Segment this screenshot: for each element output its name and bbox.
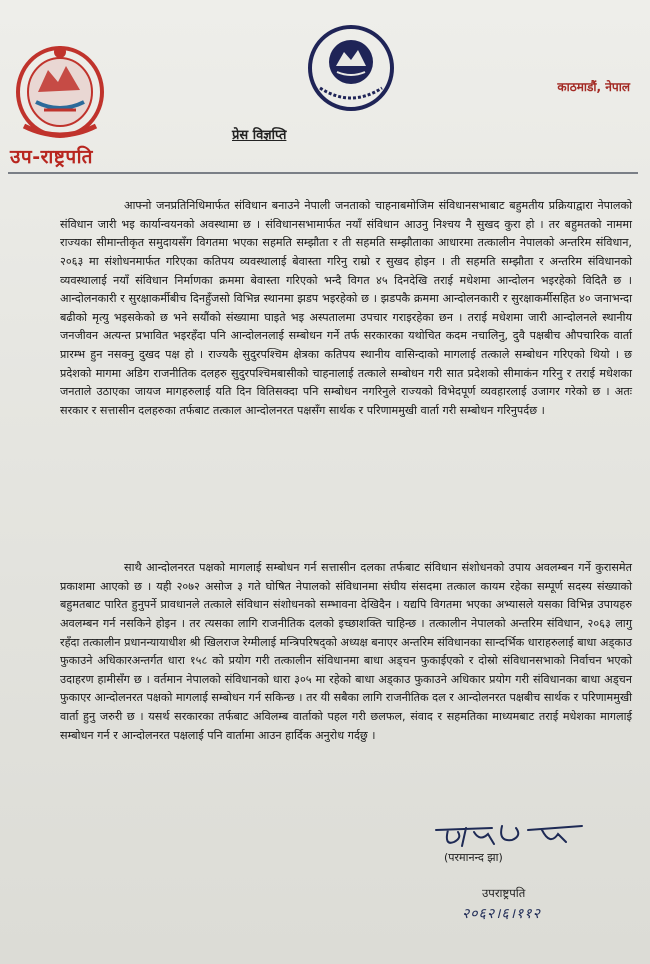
nepal-emblem-icon: [14, 40, 106, 140]
press-release-title: प्रेस विज्ञप्ति: [232, 128, 287, 143]
place-text: काठमाडौं, नेपाल: [557, 80, 630, 94]
paragraph-1: आफ्नो जनप्रतिनिधिमार्फत संविधान बनाउने नेपाली जनताको चाहनाबमोजिम संविधानसभाबाट बहुमतीय प्रक्रियाद्वारा नेपालको संविधान जारी भइ कार्यान्वयनको अवस्थामा छ । संविधानसभामार्फत नयाँ संविधान आउनु निश्चय नै सुखद कुरा हो । तर बहुमतको नाममा राज्यका सीमान्तीकृत समुदायसँग विगतमा भएका सहमति सम्झौता र ती सहमति सम्झौताका आधारमा तत्कालीन नेपालको अन्तरिम संविधान, २०६३ मा संशोधनमार्फत गरिएका कतिपय व्यवस्थालाई बेवास्ता गरिनु राम्रो र सुखद होइन । ती सहमति सम्झौता र अन्तरिम संविधानको व्यवस्थालाई नयाँ संविधान निर्माणका क्रममा बेवास्ता गरिएको भन्दै विगत ४५ दिनदेखि तराई मधेशमा आन्दोलन भइरहेको विदितै छ । आन्दोलनकारी र सुरक्षाकर्मीबीच दिनहुँजसो विभिन्न स्थानमा झडप भइरहेको छ । झडपकै क्रममा आन्दोलनकारी र सुरक्षाकर्मीसहित ४० जनाभन्दा बढीको मृत्यु भइसकेको छ भने सयौंको संख्यामा घाइते भइ अस्पतालमा उपचार गराइरहेका छन । तराई मधेशमा जारी आन्दोलनले स्थानीय जनजीवन अत्यन्त प्रभावित भइरहँदा पनि आन्दोलनलाई सम्बोधन गर्ने तर्फ सरकारका यथोचित कदम नचालिनु, दुवै पक्षबीच औपचारिक वार्ता प्रारम्भ हुन नसक्नु दुखद पक्ष हो । राज्यकै सुदुरपश्चिम क्षेत्रका कतिपय स्थानीय वासिन्दाको मागलाई तत्काले सम्बोधन गरिएको थियो । छ प्रदेशको मागमा अडिग राजनीतिक दलहरु सुदुरपश्चिमबासीको चाहनालाई तत्काले सम्बोधन गरी सात प्रदेशको सीमाकंन गरिनु र तराई मधेशका जनताले उठाएका जायज मागहरुलाई यति दिन वितिसक्दा पनि सम्बोधन नगरिनुले राज्यको विभेदपूर्ण व्यवहारलाई उजागर गरेको छ । अतः सरकार र सत्तासीन दलहरुका तर्फबाट तत्काल आन्दोलनरत पक्षसँग सार्थक र परिणाममुखी वार्ता गरी सम्बोधन गरिनुपर्दछ ।: [60, 199, 632, 417]
signatory-name: (परमानन्द झा): [444, 851, 503, 864]
signatory-title: उपराष्ट्रपति: [482, 886, 526, 900]
office-title: उप-राष्ट्रपति: [10, 146, 93, 168]
vice-president-office-seal-icon: [306, 22, 396, 114]
header-divider: [8, 172, 638, 174]
handwritten-date: २०६२।६।११२: [462, 906, 541, 922]
paragraph-2: साथै आन्दोलनरत पक्षको मागलाई सम्बोधन गर्न सत्तासीन दलका तर्फबाट संविधान संशोधनको उपाय अवलम्बन गर्ने कुरासमेत प्रकाशमा आएको छ । यही २०७२ असोज ३ गते घोषित नेपालको संविधानमा संघीय संसदमा तत्काल कायम रहेका सम्पूर्ण सदस्य संख्याको बहुमतबाट पारित हुनुपर्ने प्रावधानले तत्काले संविधान संशोधनको सम्भावना देखिदैन । यद्यपि विगतमा भएका अभ्यासले यसका विभिन्न उपायहरु अवलम्बन गर्न नसकिने होइन । तर त्यसका लागि राजनीतिक दलको इच्छाशक्ति चाहिन्छ । तत्कालीन नेपालको अन्तरिम संविधान, २०६३ लागु रहँदा तत्कालीन प्रधानन्यायाधीश श्री खिलराज रेग्मीलाई मन्त्रिपरिषद्को अध्यक्ष बनाएर अन्तरिम संविधानका सान्दर्भिक धाराहरुलाई बाधा अड्काउ फुकाउने अधिकारअन्तर्गत धारा १५८ को प्रयोग गरी तत्कालीन संविधानमा बाधा अड्चन फुकाईएको र दोस्रो संविधानसभाको निर्वाचन भएको उदाहरण हामीसँग छ । वर्तमान नेपालको संविधानको धारा ३०५ मा रहेको बाधा अड्काउ फुकाउने अधिकार प्रयोग गरी संविधानका बाधा अड्चन फुकाएर आन्दोलनरत पक्षको मागलाई सम्बोधन गर्न सकिन्छ । तर यी सबैका लागि राजनीतिक दल र आन्दोलनरत पक्षबीच सार्थक र परिणाममुखी वार्ता हुनु जरुरी छ । यसर्थ सरकारका तर्फबाट अविलम्ब वार्ताको पहल गरी छलफल, संवाद र सहमतिका माध्यमबाट तराई मधेशका मागलाई सम्बोधन गर्न र आन्दोलनरत पक्षलाई पनि वार्तामा आउन हार्दिक अनुरोध गर्दछु ।: [60, 561, 632, 742]
